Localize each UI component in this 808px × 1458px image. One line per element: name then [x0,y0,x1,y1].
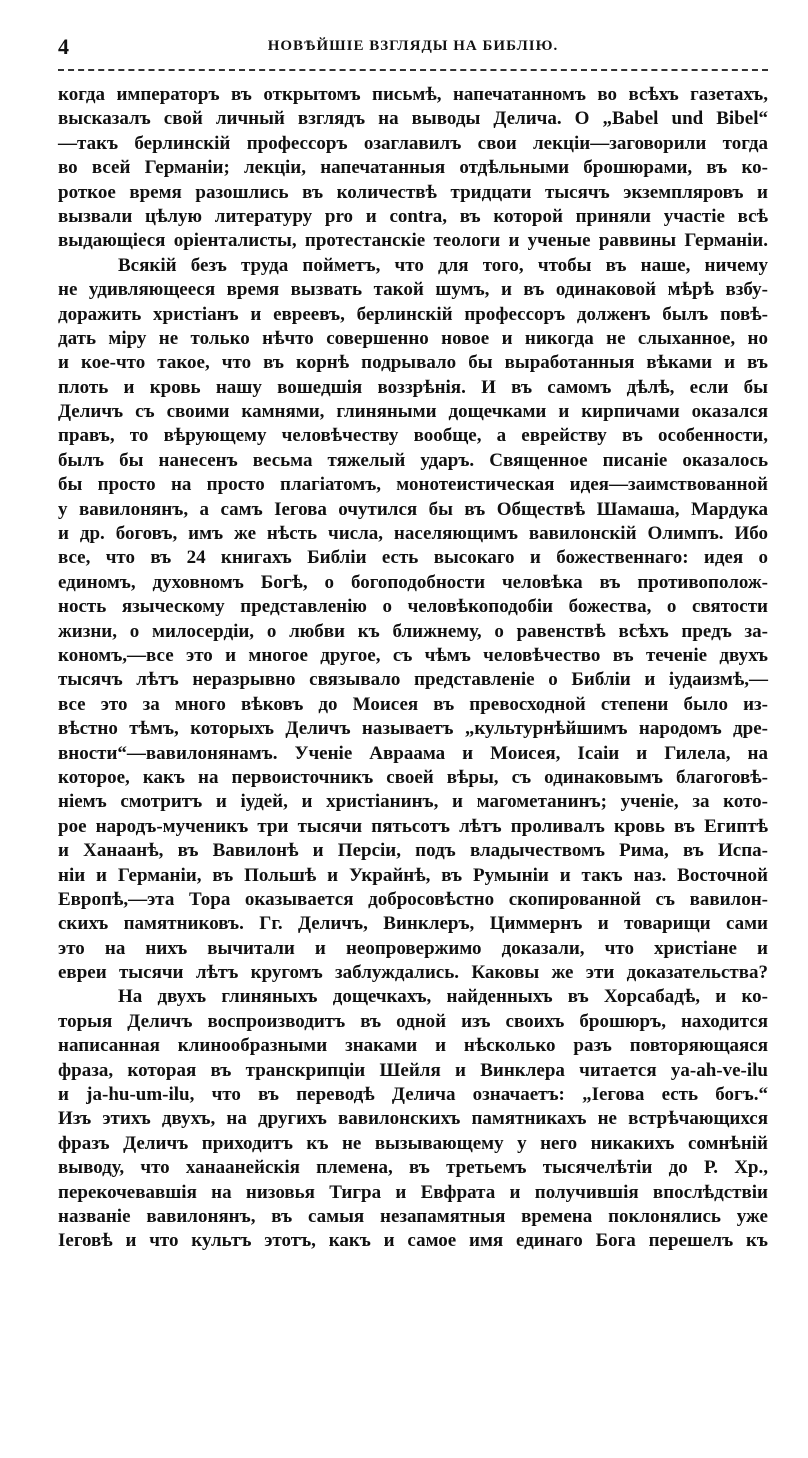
text-line: все это за много вѣковъ до Моисея въ превосходной степени было из- [58,693,768,715]
text-line: Изъ этихъ двухъ, на другихъ вавилонскихъ памятникахъ не встрѣчающихся [58,1108,768,1130]
text-line: фраза, которая въ транскрипціи Шейля и Винклера читается ya-ah-ve-ilu [58,1059,768,1081]
text-line: рое народъ-мученикъ три тысячи пятьсотъ лѣтъ проливалъ кровь въ Египтѣ [58,815,768,837]
text-line: написанная клинообразными знаками и нѣсколько разъ повторяющаяся [58,1035,768,1057]
text-line: торыя Деличъ воспроизводитъ въ одной изъ своихъ брошюръ, находится [58,1010,768,1032]
text-line: это на нихъ вычитали и неопровержимо доказали, что христіане и [58,937,768,959]
paragraph [58,985,768,1253]
text-line: евреи тысячи лѣтъ кругомъ заблуждались. Каковы же эти доказательства? [58,962,768,984]
page-header [58,34,768,64]
text-line: роткое время разошлись въ количествѣ тридцати тысячъ экземпляровъ и [58,181,768,203]
text-line: доражить христіанъ и евреевъ, берлинскій профессоръ долженъ былъ повѣ- [58,303,768,325]
header-rule [58,69,768,71]
text-line: которое, какъ на первоисточникъ своей вѣры, съ одинаковымъ благоговѣ- [58,766,768,788]
paragraph [58,254,768,986]
text-line: Деличъ съ своими камнями, глиняными дощечками и кирпичами оказался [58,401,768,423]
paragraph [58,83,768,254]
text-line: бы просто на просто плагіатомъ, монотеистическая идея—заимствованной [58,474,768,496]
text-line: выдающіеся оріенталисты, протестанскіе теологи и ученые раввины Германіи. [58,230,768,252]
text-line: перекочевавшія на низовья Тигра и Евфрата и получившія впослѣдствіи [58,1181,768,1203]
text-line: и кое-что такое, что въ корнѣ подрывало бы выработанныя вѣками и въ [58,352,768,374]
text-line: —такъ берлинскій профессоръ озаглавилъ свои лекціи—заговорили тогда [58,132,768,154]
text-line: скихъ памятниковъ. Гг. Деличъ, Винклеръ, Циммернъ и товарищи сами [58,913,768,935]
text-line: кономъ,—все это и многое другое, съ чѣмъ человѣчество въ теченіе двухъ [58,644,768,666]
text-line: Всякій безъ труда пойметъ, что для того, чтобы въ наше, ничему [118,254,768,276]
text-line: вызвали цѣлую литературу pro и contra, въ которой приняли участіе всѣ [58,205,768,227]
text-line: ность языческому представленію о человѣкоподобіи божества, о святости [58,596,768,618]
text-line: вѣстно тѣмъ, которыхъ Деличъ называетъ „культурнѣйшимъ народомъ дре- [58,718,768,740]
text-line: жизни, о милосердіи, о любви къ ближнему, о равенствѣ всѣхъ предъ за- [58,620,768,642]
text-line: вности“—вавилонянамъ. Ученіе Авраама и Моисея, Ісаіи и Гилела, на [58,742,768,764]
text-line: высказалъ свой личный взглядъ на выводы Делича. О „Babel und Bibel“ [58,108,768,130]
text-line: ніемъ смотритъ и іудей, и христіанинъ, и магометанинъ; ученіе, за кото- [58,791,768,813]
page-number: 4 [58,34,69,59]
text-line: не удивляющееся время вызвать такой шумъ, и въ одинаковой мѣрѣ взбу- [58,279,768,301]
text-line: правъ, то вѣрующему человѣчеству вообще, а еврейству въ особенности, [58,425,768,447]
text-line: во всей Германіи; лекціи, напечатанныя отдѣльными брошюрами, въ ко- [58,157,768,179]
text-line: тысячъ лѣтъ неразрывно связывало представленіе о Библіи и іудаизмѣ,— [58,669,768,691]
text-line: названіе вавилонянъ, въ самыя незапамятныя времена поклонялись уже [58,1205,768,1227]
text-line: и др. боговъ, имъ же нѣсть числа, населяющимъ вавилонскій Олимпъ. Ибо [58,523,768,545]
text-line: когда императоръ въ открытомъ письмѣ, напечатанномъ во всѣхъ газетахъ, [58,84,768,105]
text-line: выводу, что ханаанейскія племена, въ третьемъ тысячелѣтіи до Р. Хр., [58,1157,768,1179]
text-line: у вавилонянъ, а самъ Іегова очутился бы въ Обществѣ Шамаша, Мардука [58,498,768,520]
running-title: НОВѢЙШІЕ ВЗГЛЯДЫ НА БИБЛІЮ. [267,38,559,54]
text-line: плоть и кровь нашу вошедшія воззрѣнія. И въ самомъ дѣлѣ, если бы [58,376,768,398]
text-line: единомъ, духовномъ Богѣ, о богоподобности человѣка въ противополож- [58,571,768,593]
text-line: все, что въ 24 книгахъ Библіи есть высокаго и божественнаго: идея о [58,547,768,569]
text-line: дать міру не только нѣчто совершенно новое и никогда не слыханное, но [58,327,768,349]
page-body [58,83,768,1254]
text-line: и Ханаанѣ, въ Вавилонѣ и Персіи, подъ владычествомъ Рима, въ Испа- [58,840,768,862]
text-line: и ja-hu-um-ilu, что въ переводѣ Делича означаетъ: „Іегова есть богъ.“ [58,1084,768,1106]
text-line: На двухъ глиняныхъ дощечкахъ, найденныхъ въ Хорсабадѣ, и ко- [118,986,768,1008]
text-line: Европѣ,—эта Тора оказывается добросовѣстно скопированной съ вавилон- [58,888,768,910]
text-line: былъ бы нанесенъ весьма тяжелый ударъ. Священное писаніе оказалось [58,449,768,471]
text-line: ніи и Германіи, въ Польшѣ и Украйнѣ, въ Румыніи и такъ наз. Восточной [58,864,768,886]
text-line: фразъ Деличъ приходитъ къ не вызывающему у него никакихъ сомнѣній [58,1132,768,1154]
text-line: Іеговѣ и что культъ этотъ, какъ и самое имя единаго Бога перешелъ къ [58,1230,768,1252]
